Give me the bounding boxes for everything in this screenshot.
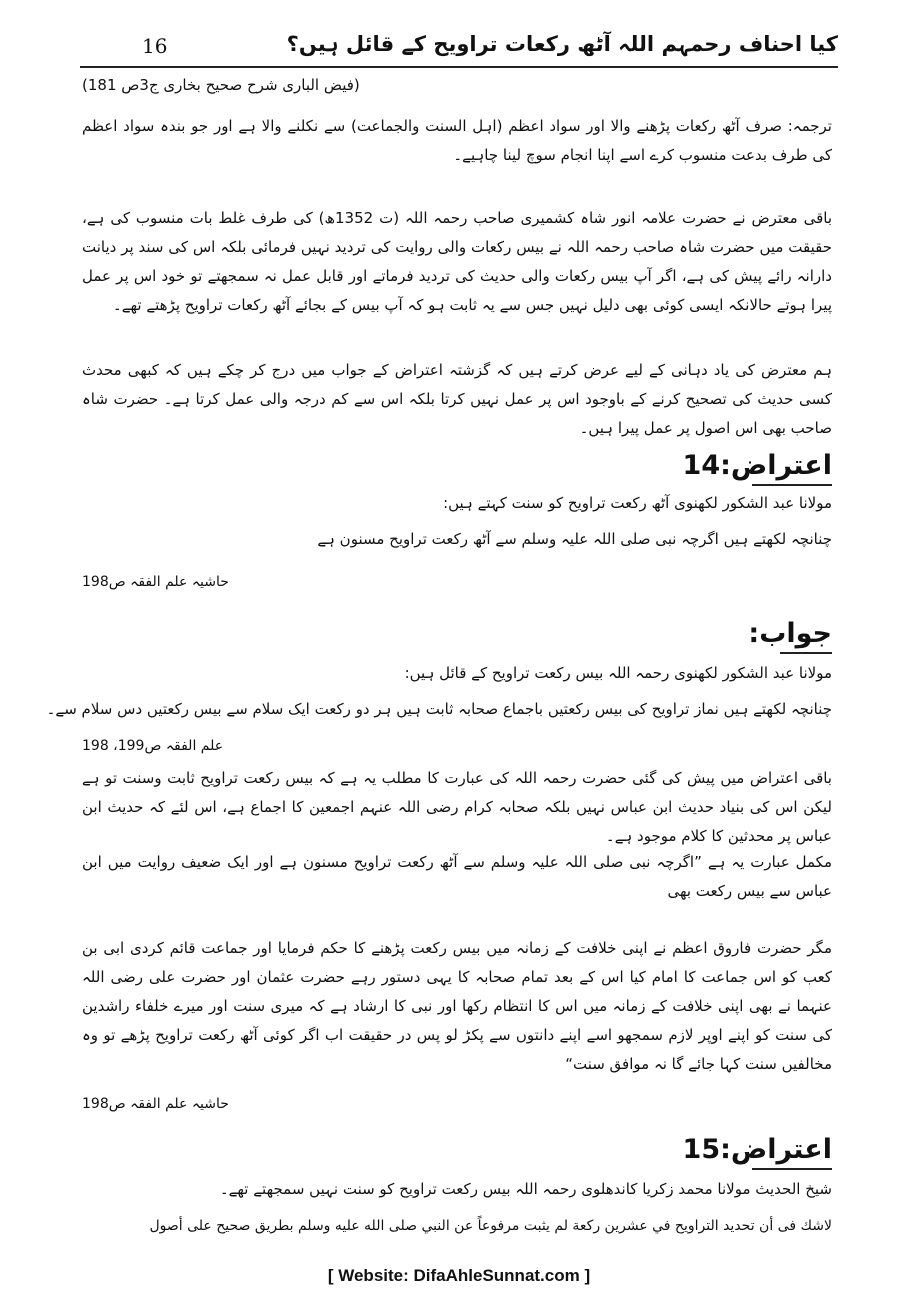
heading-objection-15: اعتراض:15 <box>682 1134 832 1165</box>
objection-14-line-2: چنانچہ لکھتے ہیں اگرچہ نبی صلی اللہ علیہ وسلم سے آٹھ رکعت تراویح مسنون ہے <box>317 530 832 548</box>
paragraph-2: ہم معترض کی یاد دہانی کے لیے عرض کرتے ہیں کہ گزشتہ اعتراض کے جواب میں درج کر چکے ہیں کہ کبھی محدث کسی حدیث کی تصحیح کرنے کے باوجود اس پر عمل نہیں کرتا بلکہ اس سے کم درجہ والی عمل کرتا ہے۔ حضرت شاہ صاحب بھی اس اصول پر عمل پیرا ہیں۔ <box>82 361 832 437</box>
answer-line-2: چنانچہ لکھتے ہیں نماز تراویح کی بیس رکعتیں باجماع صحابہ ثابت ہیں ہر دو رکعت ایک سلام سے بیس رکعتیں دس سلام سے۔ <box>46 700 832 718</box>
objection-15-arabic-quote: لاشك فی أن تحديد التراويح في عشرين ركعة لم يثبت مرفوعاً عن النبي صلى الله عليه وسلم بطريق صحيح على أصول <box>149 1218 832 1234</box>
objection-14-line-1: مولانا عبد الشکور لکھنوی آٹھ رکعت تراویح کو سنت کہتے ہیں: <box>443 494 832 512</box>
page-title: کیا احناف رحمہم اللہ آٹھ رکعات تراویح کے قائل ہیں؟ <box>286 32 838 56</box>
header-divider <box>80 66 838 68</box>
heading-underline-14 <box>752 484 832 486</box>
citation-top: (فیض الباری شرح صحیح بخاری ج3ص 181) <box>82 76 360 94</box>
heading-answer: جواب: <box>748 618 832 649</box>
answer-paragraph-2: مکمل عبارت یہ ہے ”اگرچہ نبی صلی اللہ علیہ وسلم سے آٹھ رکعت تراویح مسنون ہے اور ایک ضعیف روایت میں ابن عباس سے بیس رکعت بھی <box>82 853 832 900</box>
footer-website: [ Website: DifaAhleSunnat.com ] <box>327 1266 591 1285</box>
translation-paragraph: ترجمہ: صرف آٹھ رکعات پڑھنے والا اور سواد اعظم (اہل السنت والجماعت) سے نکلنے والا ہے اور جو بندہ سواد اعظم کی طرف بدعت منسوب کرے اسے اپنا انجام سوچ لینا چاہیے۔ <box>82 117 832 164</box>
answer-paragraph-3: مگر حضرت فاروق اعظم نے اپنی خلافت کے زمانہ میں بیس رکعت پڑھنے کا حکم فرمایا اور جماعت قائم کردی ابی بن کعب کو اس جماعت کا امام کیا اس کے بعد تمام صحابہ کا یہی دستور رہے حضرت عثمان اور حضرت علی رضی اللہ عنہما نے بھی اپنی خلافت کے زمانہ میں اس کا انتظام رکھا اور نبی کا ارشاد ہے کہ میری سنت اور میرے خلفاء راشدین کی سنت کو اپنے اوپر لازم سمجھو اسے اپنے دانتوں سے پکڑ لو پس در حقیقت اب اگر کوئی آٹھ رکعت تراویح پڑھے تو وہ مخالفیں سنت کہا جائے گا نہ موافق سنت“ <box>82 939 832 1073</box>
answer-reference-2: حاشیہ علم الفقہ ص198 <box>82 1096 229 1112</box>
answer-line-1: مولانا عبد الشکور لکھنوی رحمہ اللہ بیس رکعت تراویح کے قائل ہیں: <box>404 664 832 682</box>
heading-objection-14: اعتراض:14 <box>682 450 832 481</box>
answer-paragraph-1: باقی اعتراض میں پیش کی گئی حضرت رحمہ اللہ کی عبارت کا مطلب یہ ہے کہ بیس رکعت تراویح ثابت وسنت تو ہے لیکن اس کی بنیاد حدیث ابن عباس نہیں بلکہ صحابہ کرام رضی اللہ عنہم اجمعین کا اجماع ہے، اس لئے کہ حدیث ابن عباس پر محدثین کا کلام موجود ہے۔ <box>82 769 832 845</box>
paragraph-1: باقی معترض نے حضرت علامہ انور شاہ کشمیری صاحب رحمہ اللہ (ت 1352ھ) کی طرف غلط بات منسوب کی ہے، حقیقت میں حضرت شاہ صاحب رحمہ اللہ نے بیس رکعات والی روایت کی تردید نہیں فرمائی بلکہ اس کی سند پر دیانت دارانہ رائے پیش کی ہے، اگر آپ بیس رکعات والی حدیث کی تردید فرماتے اور قابل عمل نہ سمجھتے تو خود اس پر عمل پیرا ہوتے حالانکہ ایسی کوئی بھی دلیل نہیں جس سے یہ ثابت ہو کہ آپ بیس کے بجائے آٹھ رکعات تراویح پڑھتے تھے۔ <box>82 209 832 314</box>
objection-14-reference: حاشیہ علم الفقہ ص198 <box>82 574 229 590</box>
page-header <box>80 30 838 66</box>
page-number: 16 <box>142 34 168 58</box>
heading-underline-answer <box>780 652 832 654</box>
objection-15-line-1: شیخ الحدیث مولانا محمد زکریا کاندھلوی رحمہ اللہ بیس رکعت تراویح کو سنت نہیں سمجھتے تھے۔ <box>219 1180 832 1198</box>
heading-underline-15 <box>752 1168 832 1170</box>
answer-reference: علم الفقہ ص199، 198 <box>82 738 224 754</box>
